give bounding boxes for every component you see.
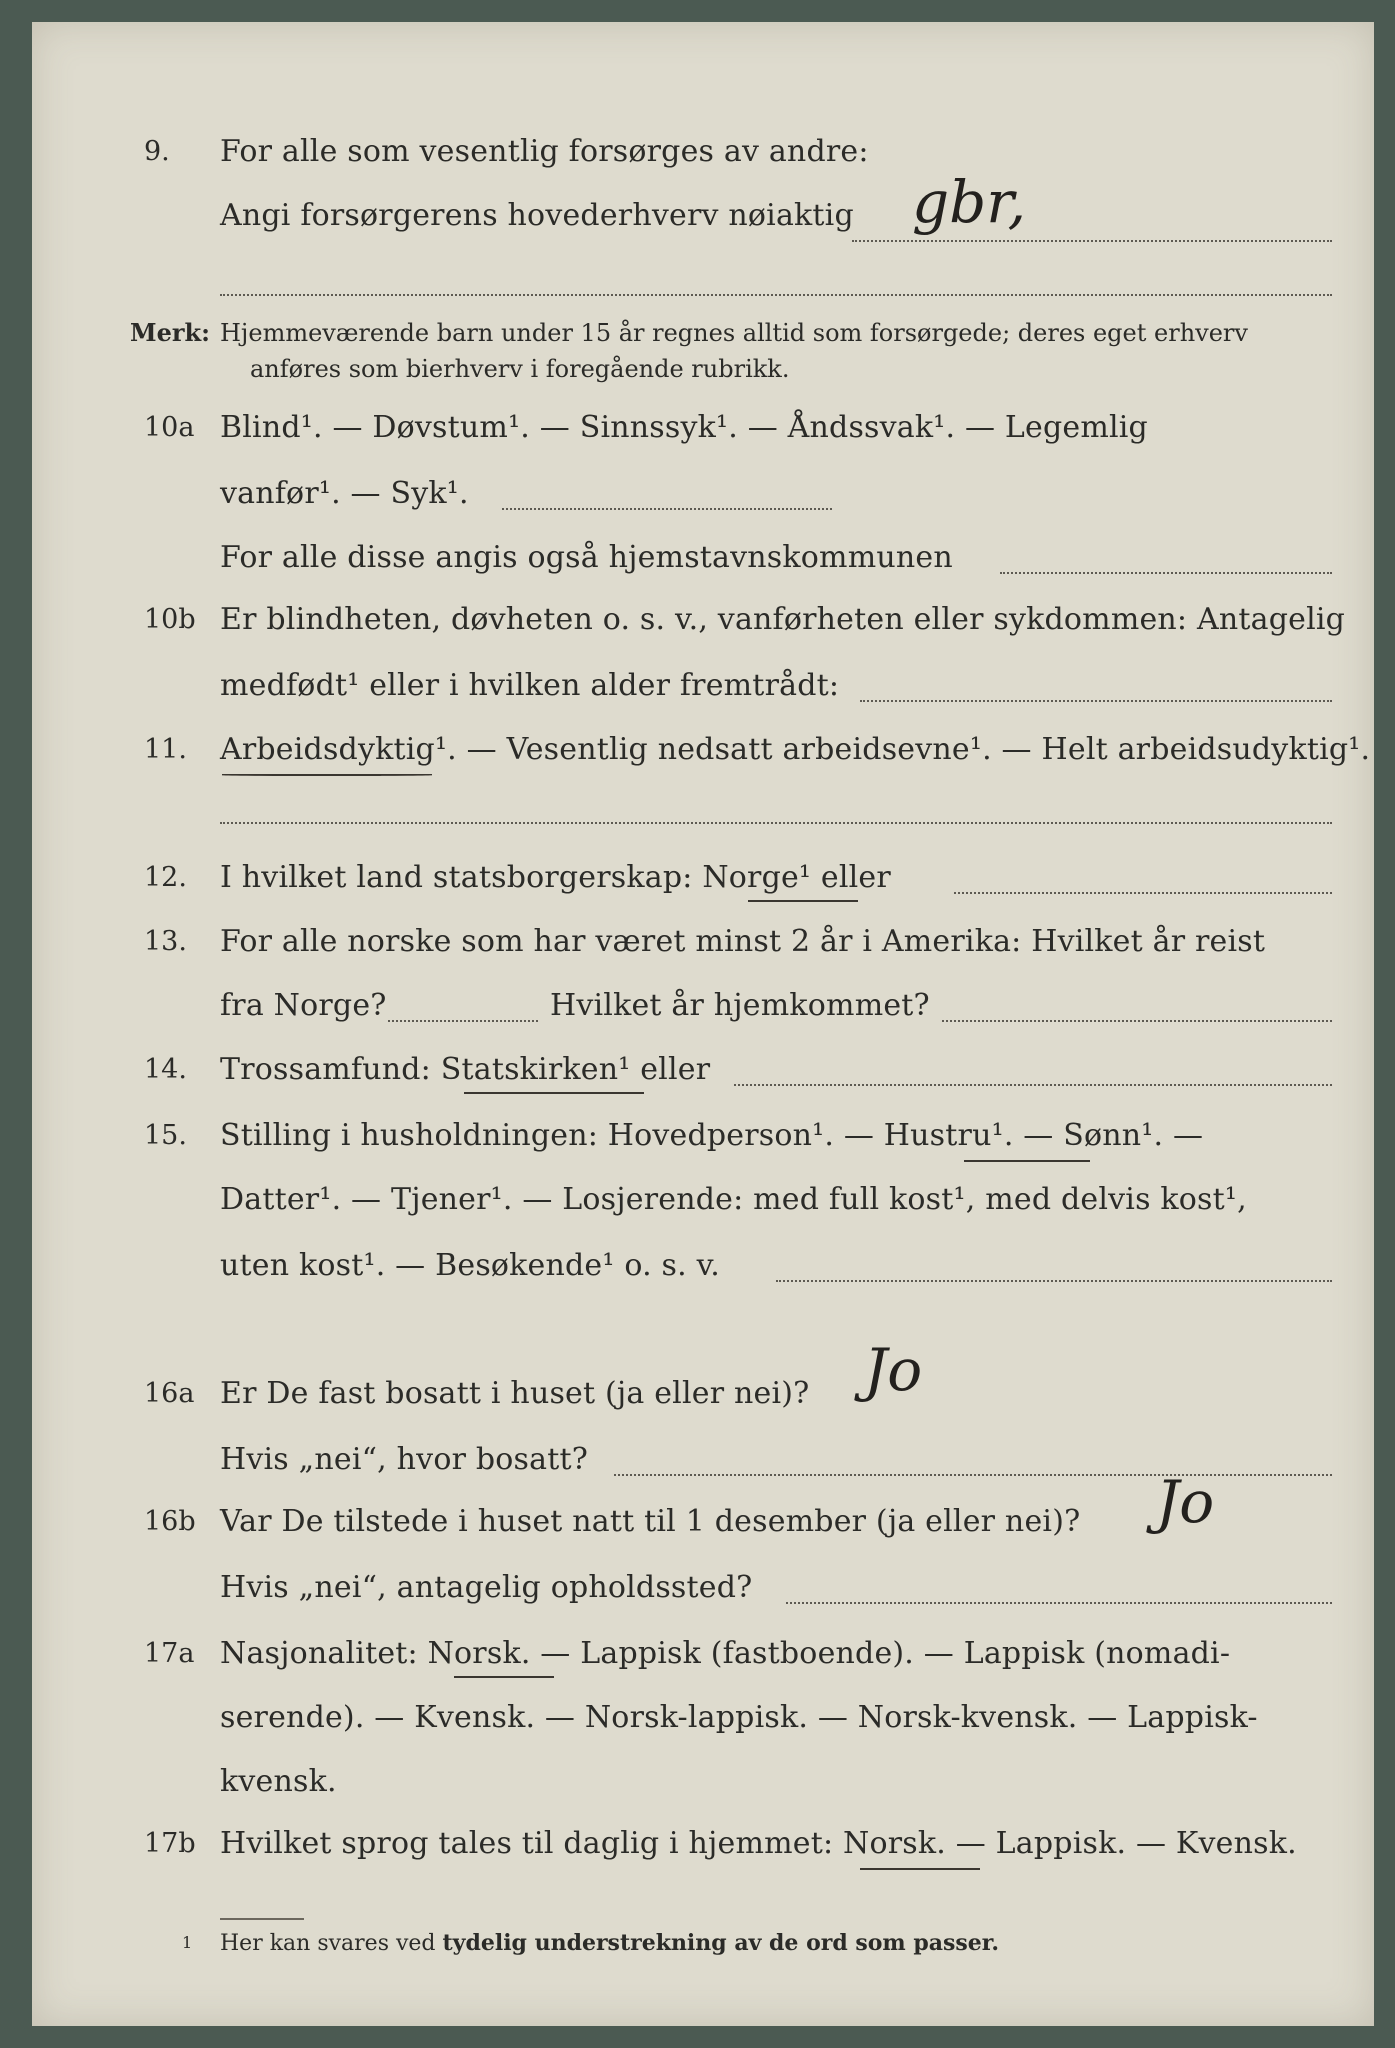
merk-line2: anføres som bierhverv i foregående rubrikk. — [250, 355, 790, 383]
footnote-text-bold: tydelig understrekning av de ord som passer. — [442, 1930, 1000, 1956]
q16b-answer-line[interactable] — [786, 1602, 1332, 1604]
q12-number: 12. — [144, 862, 187, 893]
q14-statskirken-underline — [464, 1092, 644, 1094]
q11-number: 11. — [144, 734, 187, 765]
q15-line3: uten kost¹. — Besøkende¹ o. s. v. — [220, 1248, 720, 1283]
q15-number: 15. — [144, 1120, 187, 1151]
q13-hjemkommet-answer-line[interactable] — [942, 1020, 1332, 1022]
q10a-line1: Blind¹. — Døvstum¹. — Sinnssyk¹. — Åndssvak¹. — Legemlig — [220, 410, 1148, 445]
q9-line1: For alle som vesentlig forsørges av andre: — [220, 134, 869, 169]
q17a-line1: Nasjonalitet: Norsk. — Lappisk (fastboende). — Lappisk (nomadi- — [220, 1636, 1231, 1671]
q10b-line1: Er blindheten, døvheten o. s. v., vanførheten eller sykdommen: Antagelig — [220, 602, 1346, 637]
q10b-number: 10b — [144, 604, 196, 635]
q17b-norsk-underline — [860, 1868, 980, 1870]
q11-line1: Arbeidsdyktig¹. — Vesentlig nedsatt arbeidsevne¹. — Helt arbeidsudyktig¹. — [220, 732, 1371, 767]
q9-answer-line[interactable] — [852, 240, 1332, 242]
q16b-handwritten-answer: Jo — [1156, 1468, 1215, 1536]
q14-line1: Trossamfund: Statskirken¹ eller — [220, 1052, 711, 1087]
q15-line1: Stilling i husholdningen: Hovedperson¹. — Hustru¹. — Sønn¹. — — [220, 1118, 1204, 1153]
q16a-number: 16a — [144, 1378, 195, 1409]
q10a-line2: vanfør¹. — Syk¹. — [220, 476, 469, 511]
q16b-line2: Hvis „nei“, antagelig opholdssted? — [220, 1570, 753, 1605]
footnote-text-plain: Her kan svares ved — [220, 1931, 443, 1956]
q14-number: 14. — [144, 1054, 187, 1085]
merk-label: Merk: — [130, 318, 210, 347]
q16b-line1: Var De tilstede i huset natt til 1 desember (ja eller nei)? — [220, 1504, 1081, 1539]
footnote-mark: 1 — [182, 1933, 193, 1952]
q17b-line1: Hvilket sprog tales til daglig i hjemmet: Norsk. — Lappisk. — Kvensk. — [220, 1826, 1297, 1861]
q16a-line1: Er De fast bosatt i huset (ja eller nei)? — [220, 1376, 810, 1411]
q12-line1: I hvilket land statsborgerskap: Norge¹ eller — [220, 860, 891, 895]
q10b-answer-line[interactable] — [860, 700, 1332, 702]
q10a-number: 10a — [144, 412, 195, 443]
q17a-number: 17a — [144, 1638, 195, 1669]
q15-answer-line[interactable] — [776, 1280, 1332, 1282]
q17a-line2: serende). — Kvensk. — Norsk-lappisk. — Norsk-kvensk. — Lappisk- — [220, 1700, 1258, 1735]
q12-answer-line[interactable] — [954, 892, 1332, 894]
q15-line2: Datter¹. — Tjener¹. — Losjerende: med full kost¹, med delvis kost¹, — [220, 1182, 1247, 1217]
q9-number: 9. — [144, 136, 170, 167]
q14-answer-line[interactable] — [734, 1084, 1332, 1086]
q16a-line2: Hvis „nei“, hvor bosatt? — [220, 1442, 589, 1477]
q17a-line3: kvensk. — [220, 1764, 337, 1799]
q13-line1: For alle norske som har været minst 2 år i Amerika: Hvilket år reist — [220, 924, 1266, 959]
q9-extra-answer-line[interactable] — [220, 294, 1332, 296]
q9-line2: Angi forsørgerens hovederhverv nøiaktig — [220, 198, 854, 233]
q17a-norsk-underline — [454, 1676, 554, 1678]
q16a-handwritten-answer: Jo — [864, 1336, 923, 1404]
q10a-hjemstavn-answer-line[interactable] — [1000, 572, 1332, 574]
q17b-number: 17b — [144, 1828, 196, 1859]
q13-line2b: Hvilket år hjemkommet? — [550, 988, 930, 1023]
q13-line2a: fra Norge? — [220, 988, 387, 1023]
q10a-syk-answer-line[interactable] — [502, 508, 832, 510]
footnote-rule — [220, 1918, 304, 1920]
census-form-sheet — [32, 22, 1374, 2026]
q10b-line2: medfødt¹ eller i hvilken alder fremtrådt: — [220, 668, 840, 703]
q12-norge-underline — [748, 900, 858, 902]
q16a-answer-line[interactable] — [614, 1474, 1332, 1476]
q15-hustru-underline — [964, 1160, 1090, 1162]
q11-extra-answer-line[interactable] — [220, 822, 1332, 824]
q9-handwritten-answer: gbr, — [912, 168, 1027, 236]
q10a-line3: For alle disse angis også hjemstavnskommunen — [220, 540, 953, 575]
merk-line1: Hjemmeværende barn under 15 år regnes alltid som forsørgede; deres eget erhverv — [220, 319, 1248, 347]
q11-arbeidsdyktig-underline — [222, 774, 432, 776]
q13-reist-answer-line[interactable] — [388, 1020, 538, 1022]
q16b-number: 16b — [144, 1506, 196, 1537]
q13-number: 13. — [144, 926, 187, 957]
footnote-text — [220, 1926, 999, 1961]
